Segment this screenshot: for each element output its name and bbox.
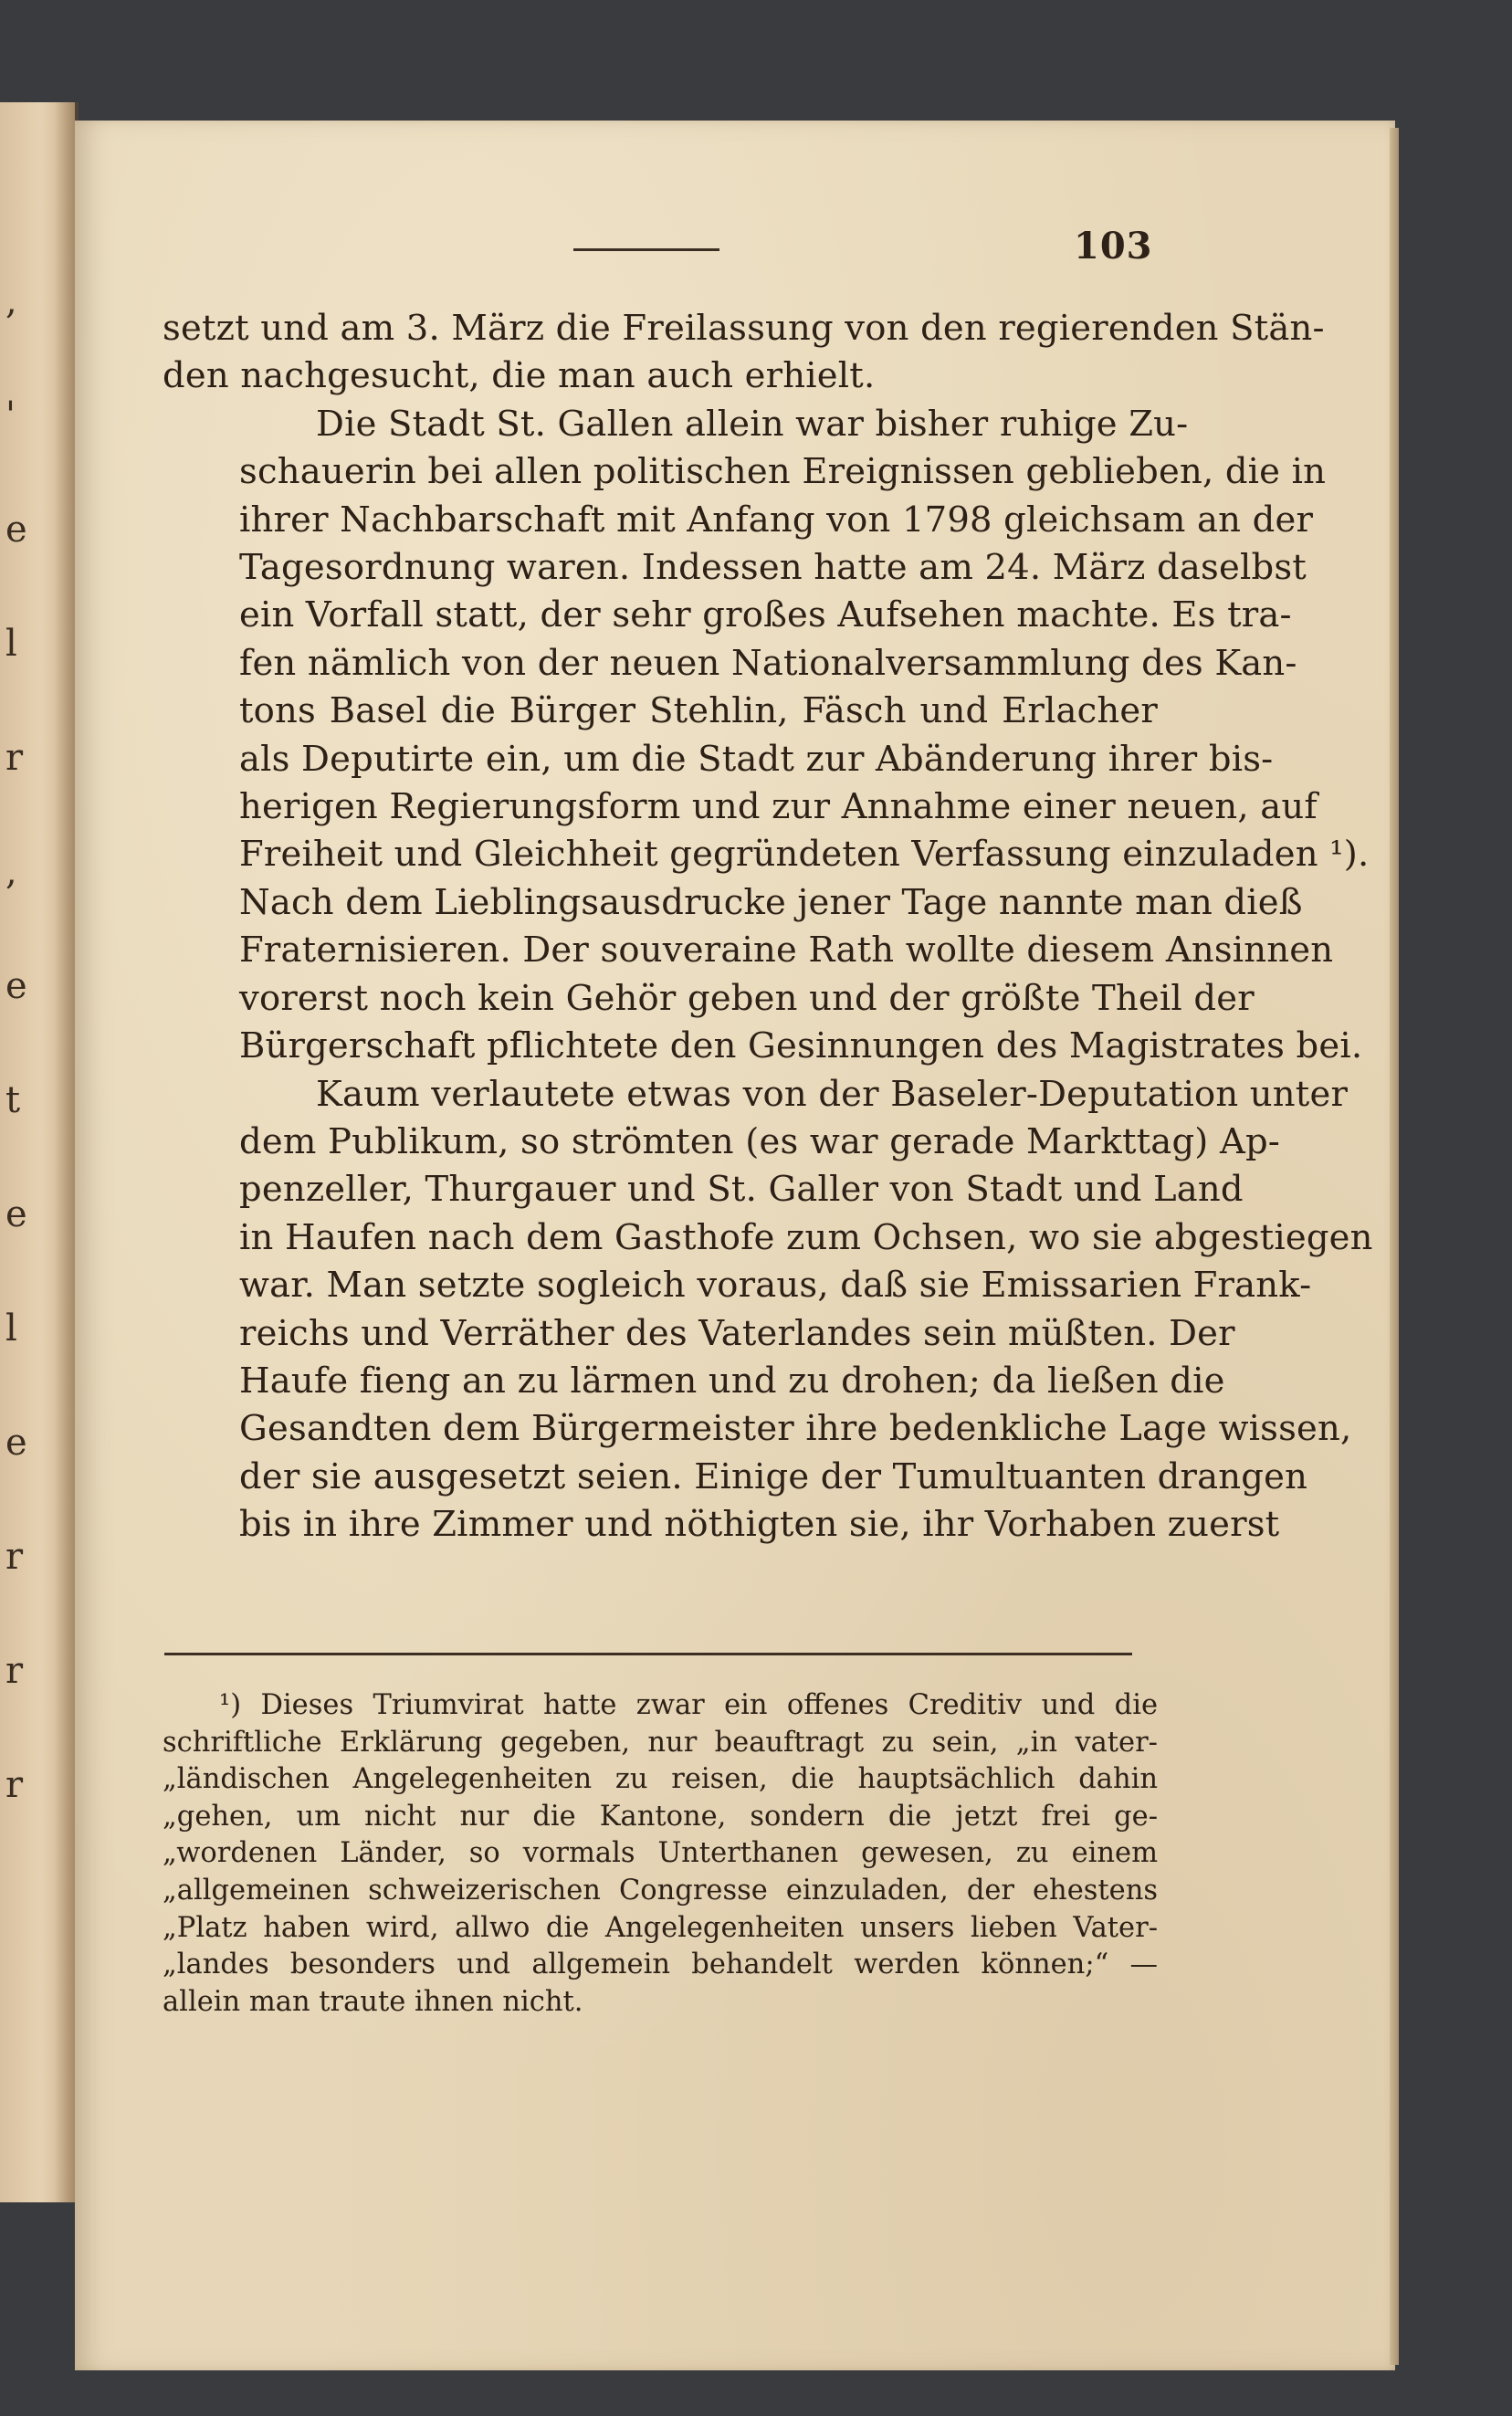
footnote-line: „allgemeinen schweizerischen Congresse einzuladen, der ehestens bbox=[163, 1874, 1158, 1907]
left-page-glyph: e bbox=[5, 1422, 27, 1464]
left-page-glyph: e bbox=[5, 1193, 27, 1235]
footnote-line: „landes besonders und allgemein behandelt werden können;“ — bbox=[163, 1949, 1158, 1981]
text-line: schauerin bei allen politischen Ereignissen geblieben, die in bbox=[239, 451, 1327, 493]
footnote-line: schriftliche Erklärung gegeben, nur beauftragt zu sein, „in vater- bbox=[163, 1726, 1158, 1759]
text-line: ein Vorfall statt, der sehr großes Aufsehen machte. Es tra- bbox=[239, 594, 1292, 636]
text-line: dem Publikum, so strömten (es war gerade Markttag) Ap- bbox=[239, 1120, 1281, 1162]
footnote-line: „ländischen Angelegenheiten zu reisen, die hauptsächlich dahin bbox=[163, 1763, 1158, 1796]
left-page-glyph: l bbox=[5, 623, 17, 665]
text-line: Tagesordnung waren. Indessen hatte am 24. März daselbst bbox=[239, 547, 1307, 589]
left-page-glyph: r bbox=[5, 1764, 24, 1806]
left-page-fragments bbox=[0, 274, 37, 1917]
left-page-glyph: r bbox=[5, 1536, 24, 1578]
text-line: bis in ihre Zimmer und nöthigten sie, ihr Vorhaben zuerst bbox=[239, 1504, 1280, 1546]
left-page-glyph: r bbox=[5, 737, 24, 779]
text-line: Gesandten dem Bürgermeister ihre bedenkliche Lage wissen, bbox=[239, 1408, 1352, 1450]
text-line: Freiheit und Gleichheit gegründeten Verfassung einzuladen ¹). bbox=[239, 834, 1370, 876]
text-line: der sie ausgesetzt seien. Einige der Tumultuanten drangen bbox=[239, 1455, 1308, 1497]
text-line: in Haufen nach dem Gasthofe zum Ochsen, wo sie abgestiegen bbox=[239, 1216, 1373, 1258]
paragraph bbox=[163, 305, 1325, 401]
footnote-line: allein man traute ihnen nicht. bbox=[163, 1985, 583, 2018]
left-page-glyph: l bbox=[5, 1308, 17, 1350]
text-line: penzeller, Thurgauer und St. Galler von Stadt und Land bbox=[239, 1169, 1244, 1211]
text-line: war. Man setzte sogleich voraus, daß sie Emissarien Frank- bbox=[239, 1265, 1312, 1307]
left-page-glyph: , bbox=[5, 851, 17, 893]
left-page-glyph: e bbox=[5, 509, 27, 551]
left-page-glyph: r bbox=[5, 1650, 24, 1692]
left-page-glyph: ' bbox=[5, 394, 16, 436]
text-line: tons Basel die Bürger Stehlin, Fäsch und Erlacher bbox=[239, 690, 1158, 732]
paragraph bbox=[163, 401, 1370, 1071]
header-rule bbox=[573, 248, 719, 251]
text-line: Kaum verlautete etwas von der Baseler-Deputation unter bbox=[316, 1073, 1349, 1115]
paragraph bbox=[163, 1071, 1373, 1549]
text-line: Die Stadt St. Gallen allein war bisher ruhige Zu- bbox=[316, 403, 1189, 445]
text-line: reichs und Verräther des Vaterlandes sein müßten. Der bbox=[239, 1312, 1235, 1354]
footnote bbox=[163, 1687, 1158, 2021]
text-line: Haufe fieng an zu lärmen und zu drohen; da ließen die bbox=[239, 1360, 1225, 1402]
page-fore-edge bbox=[1390, 128, 1399, 2365]
footnote-line: „gehen, um nicht nur die Kantone, sondern die jetzt frei ge- bbox=[163, 1800, 1158, 1833]
page-number: 103 bbox=[1074, 225, 1153, 268]
footnote-line: „Platz haben wird, allwo die Angelegenheiten unsers lieben Vater- bbox=[163, 1911, 1158, 1944]
text-line: Nach dem Lieblingsausdrucke jener Tage nannte man dieß bbox=[239, 881, 1303, 923]
footnote-rule bbox=[164, 1653, 1132, 1655]
text-line: fen nämlich von der neuen Nationalversammlung des Kan- bbox=[239, 642, 1297, 684]
left-page-glyph: t bbox=[5, 1079, 21, 1121]
left-page-glyph: , bbox=[5, 280, 17, 322]
text-line: setzt und am 3. März die Freilassung von den regierenden Stän- bbox=[163, 308, 1325, 349]
text-line: den nachgesucht, die man auch erhielt. bbox=[163, 355, 876, 397]
footnote-line: „wordenen Länder, so vormals Unterthanen gewesen, zu einem bbox=[163, 1837, 1158, 1870]
main-text bbox=[163, 305, 1373, 1549]
text-line: Bürgerschaft pflichtete den Gesinnungen des Magistrates bei. bbox=[239, 1025, 1363, 1067]
text-line: vorerst noch kein Gehör geben und der größte Theil der bbox=[239, 977, 1255, 1019]
text-line: ihrer Nachbarschaft mit Anfang von 1798 gleichsam an der bbox=[239, 499, 1314, 541]
left-page-glyph: e bbox=[5, 965, 27, 1007]
text-line: Fraternisieren. Der souveraine Rath wollte diesem Ansinnen bbox=[239, 930, 1334, 972]
footnote-line: ¹) Dieses Triumvirat hatte zwar ein offenes Creditiv und die bbox=[219, 1689, 1158, 1721]
text-line: herigen Regierungsform und zur Annahme einer neuen, auf bbox=[239, 786, 1318, 828]
text-line: als Deputirte ein, um die Stadt zur Abänderung ihrer bis- bbox=[239, 738, 1274, 780]
